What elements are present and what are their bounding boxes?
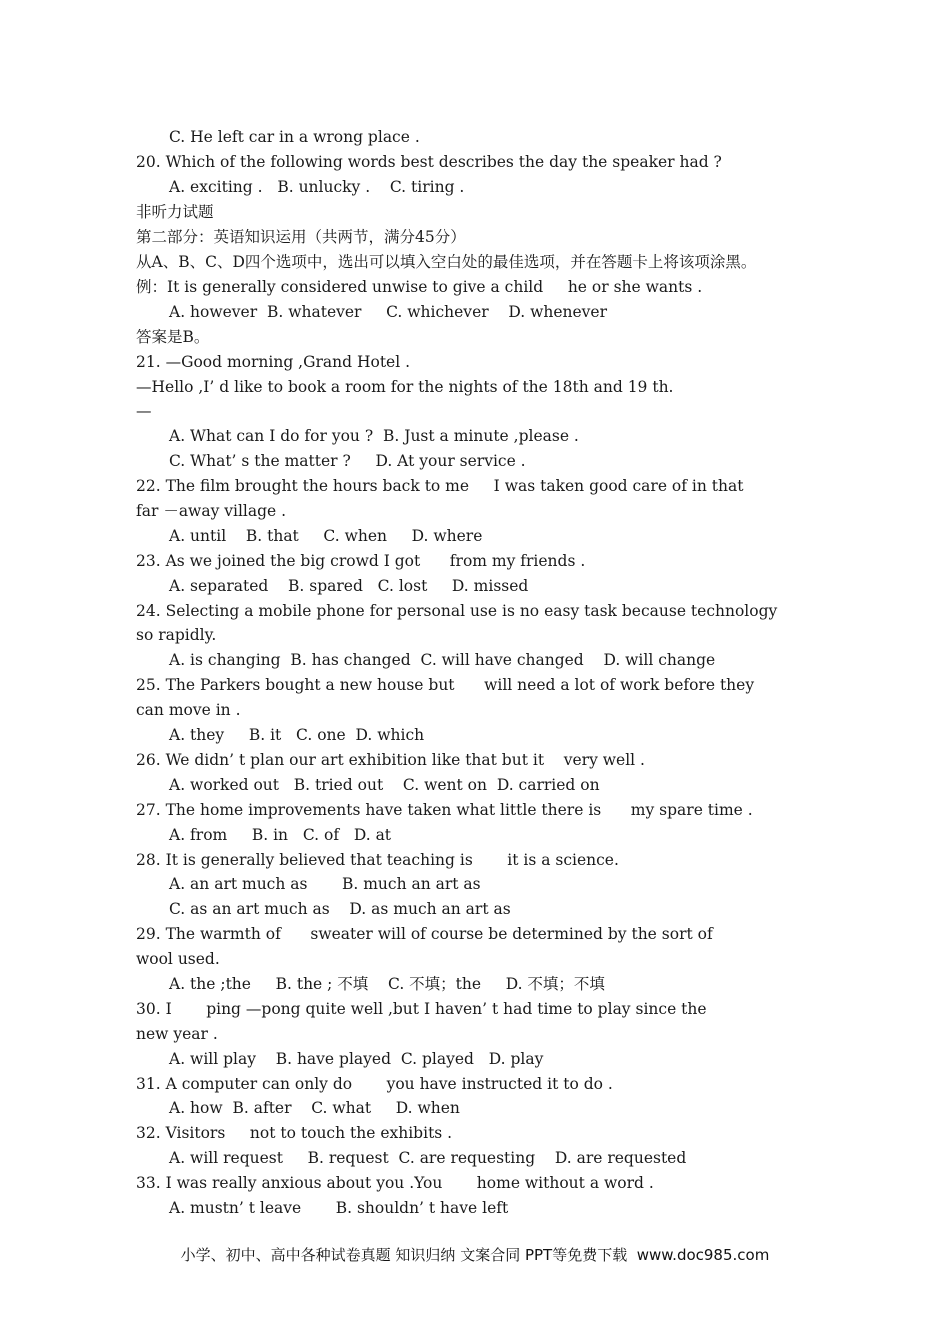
options-line: A. will request B. request C. are requesting D. are requested [169, 1149, 687, 1167]
question-line: 30. I ping —pong quite well ,but I haven’ t had time to play since the [136, 1000, 707, 1018]
options-line: A. separated B. spared C. lost D. missed [169, 577, 529, 595]
question-line: new year . [136, 1025, 218, 1043]
question-line: can move in . [136, 701, 241, 719]
options-line: A. worked out B. tried out C. went on D. carried on [169, 776, 600, 794]
options-line: A. What can I do for you ? B. Just a minute ,please . [169, 427, 579, 445]
options-line: A. from B. in C. of D. at [169, 826, 392, 844]
question-line: wool used. [136, 950, 220, 968]
section-heading: 非听力试题 [136, 203, 214, 221]
text-line: C. He left car in a wrong place . [169, 128, 420, 146]
question-line: 21. —Good morning ,Grand Hotel . [136, 353, 411, 371]
options-line: A. mustn’ t leave B. shouldn’ t have left [169, 1199, 509, 1217]
options-line: A. they B. it C. one D. which [169, 726, 425, 744]
question-line: 23. As we joined the big crowd I got from my friends . [136, 552, 586, 570]
instructions: 从A、B、C、D四个选项中，选出可以填入空白处的最佳选项，并在答题卡上将该项涂黑。 [136, 253, 757, 271]
question-line: 32. Visitors not to touch the exhibits . [136, 1124, 453, 1142]
question-line: 20. Which of the following words best describes the day the speaker had ? [136, 153, 722, 171]
options-line: A. however B. whatever C. whichever D. whenever [169, 303, 608, 321]
options-line: A. until B. that C. when D. where [169, 527, 483, 545]
question-line: far －away village . [136, 502, 287, 520]
question-line: —Hello ,I’ d like to book a room for the nights of the 18th and 19 th. [136, 378, 674, 396]
question-line: 24. Selecting a mobile phone for personal use is no easy task because technology [136, 602, 778, 620]
options-line: C. What’ s the matter ? D. At your service . [169, 452, 526, 470]
question-line: 29. The warmth of sweater will of course be determined by the sort of [136, 925, 713, 943]
options-line: A. will play B. have played C. played D. play [169, 1050, 544, 1068]
options-line: A. how B. after C. what D. when [169, 1099, 460, 1117]
section-title: 第二部分：英语知识运用（共两节，满分45分） [136, 228, 466, 246]
options-line: A. exciting . B. unlucky . C. tiring . [169, 178, 465, 196]
example-question: 例：It is generally considered unwise to give a child he or she wants . [136, 278, 703, 296]
question-line: 28. It is generally believed that teaching is it is a science. [136, 851, 619, 869]
options-line: C. as an art much as D. as much an art as [169, 900, 511, 918]
options-line: A. an art much as B. much an art as [169, 875, 481, 893]
question-line: 31. A computer can only do you have instructed it to do . [136, 1075, 613, 1093]
page-footer: 小学、初中、高中各种试卷真题 知识归纳 文案合同 PPT等免费下载 www.doc985.com [180, 1246, 770, 1264]
question-line: so rapidly. [136, 626, 217, 644]
example-answer: 答案是B。 [136, 328, 210, 346]
options-line: A. the ;the B. the ; 不填 C. 不填；the D. 不填；不填 [169, 975, 605, 993]
question-line: 33. I was really anxious about you .You home without a word . [136, 1174, 654, 1192]
question-line: 27. The home improvements have taken what little there is my spare time . [136, 801, 753, 819]
question-line: 22. The film brought the hours back to me I was taken good care of in that [136, 477, 744, 495]
question-line: 25. The Parkers bought a new house but will need a lot of work before they [136, 676, 755, 694]
options-line: A. is changing B. has changed C. will have changed D. will change [169, 651, 716, 669]
question-line: 26. We didn’ t plan our art exhibition like that but it very well . [136, 751, 645, 769]
question-line: — [136, 402, 152, 420]
